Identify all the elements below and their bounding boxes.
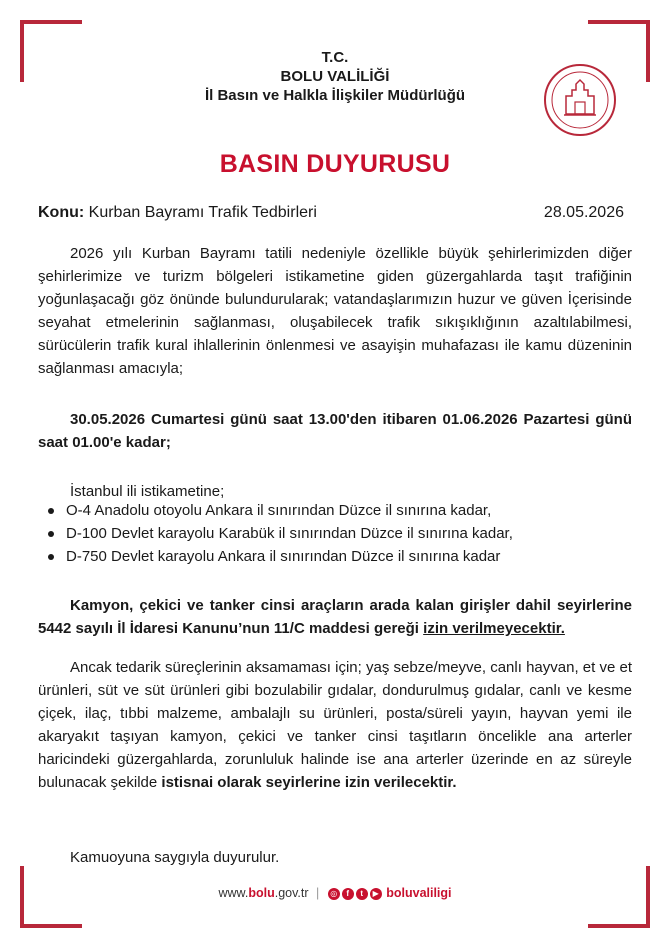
direction-line: İstanbul ili istikametine; bbox=[70, 483, 225, 500]
footer bbox=[0, 886, 670, 900]
list-item: O-4 Anadolu otoyolu Ankara il sınırından Düzce il sınırına kadar, bbox=[66, 499, 660, 522]
exception-paragraph bbox=[38, 656, 632, 794]
road-list bbox=[38, 499, 660, 568]
restriction-text: Kamyon, çekici ve tanker cinsi araçların arada kalan girişler dahil seyirlerine 5442 sayılı İl İdaresi Kanunu’nun 11/C maddesi gereği bbox=[38, 597, 632, 637]
header-line-governorship: BOLU VALİLİĞİ bbox=[280, 68, 390, 85]
restriction-paragraph bbox=[38, 594, 632, 640]
social-handle[interactable]: boluvaliligi bbox=[386, 886, 452, 900]
governorship-seal-icon bbox=[542, 62, 618, 138]
youtube-icon[interactable]: ▶ bbox=[370, 888, 382, 900]
restriction-emphasis: izin verilmeyecektir. bbox=[423, 620, 565, 637]
website-link[interactable] bbox=[218, 886, 308, 900]
website-domain: bolu bbox=[248, 886, 275, 900]
list-item: D-100 Devlet karayolu Karabük il sınırından Düzce il sınırına kadar, bbox=[66, 522, 660, 545]
header-line-tc: T.C. bbox=[321, 49, 349, 66]
time-range-paragraph: 30.05.2026 Cumartesi günü saat 13.00'den itibaren 01.06.2026 Pazartesi günü saat 01.00'e kadar; bbox=[38, 411, 632, 451]
twitter-icon[interactable]: t bbox=[356, 888, 368, 900]
facebook-icon[interactable]: f bbox=[342, 888, 354, 900]
footer-separator: | bbox=[316, 886, 320, 900]
website-prefix: www. bbox=[218, 886, 249, 900]
instagram-icon[interactable]: ◎ bbox=[328, 888, 340, 900]
subject-label: Konu: bbox=[38, 204, 85, 221]
header-line-directorate: İl Basın ve Halkla İlişkiler Müdürlüğü bbox=[204, 87, 466, 104]
website-suffix: .gov.tr bbox=[274, 886, 309, 900]
page-title: BASIN DUYURUSU bbox=[219, 150, 451, 178]
document-date: 28.05.2026 bbox=[543, 204, 624, 221]
list-item: D-750 Devlet karayolu Ankara il sınırından Düzce il sınırına kadar bbox=[66, 545, 660, 568]
exception-emphasis: istisnai olarak seyirlerine izin verilecektir. bbox=[161, 774, 457, 791]
subject-line bbox=[38, 204, 317, 222]
subject-value: Kurban Bayramı Trafik Tedbirleri bbox=[88, 204, 317, 221]
closing-line: Kamuoyuna saygıyla duyurulur. bbox=[70, 849, 280, 866]
exception-text: Ancak tedarik süreçlerinin aksamaması için; yaş sebze/meyve, canlı hayvan, et ve et ürünleri, süt ve süt ürünleri gibi bozulabilir gıdalar, dondurulmuş gıdalar, canlı ve kesme çiçek, ilaç, tıbbi malzeme, ambalajlı su ürünleri, posta/süreli yayın, hayvan yemi ile akaryakıt taşıyan kamyon, çekici ve tanker cinsi taşıtların öncelikle ana arterler haricindeki güzergahlarda, zorunluluk halinde ise ana arterler üzerinde en az süreyle bulunacak şekilde bbox=[38, 659, 632, 791]
intro-paragraph: 2026 yılı Kurban Bayramı tatili nedeniyle özellikle büyük şehirlerimizden diğer şehirlerimize ve turizm bölgeleri istikametine giden güzergahlarda taşıt trafiğinin yoğunlaşacağı göz önünde bulundurularak; vatandaşlarımızın huzur ve güven İçerisinde seyahat etmelerinin sağlanması, oluşabilecek trafik sıkışıklığının azaltılabilmesi, sürücülerin trafik kural ihlallerinin önlenmesi ve asayişin muhafazası ile kamu düzeninin sağlanması amacıyla; bbox=[38, 245, 632, 377]
